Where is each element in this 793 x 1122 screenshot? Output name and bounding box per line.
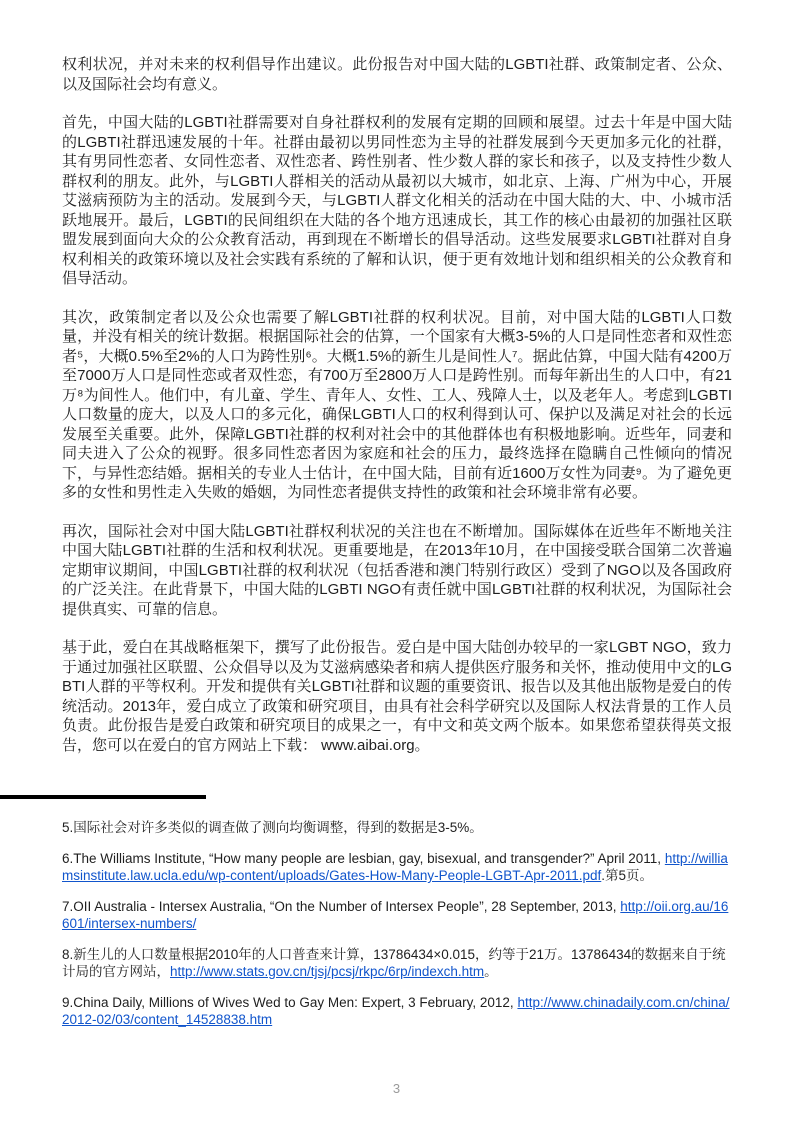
page-content [62, 55, 732, 1042]
footnote-link[interactable]: http://www.chinadaily.com.cn/china/2012-02/03/content_14528838.htm [62, 994, 730, 1027]
footnote-text: 。 [484, 964, 498, 979]
footnote-divider [0, 795, 206, 799]
footnote-8 [62, 946, 732, 981]
page-number: 3 [392, 1081, 401, 1096]
footnote-link[interactable]: http://oii.org.au/16601/intersex-numbers/ [62, 898, 729, 931]
footnote-text: 6.The Williams Institute, “How many people are lesbian, gay, bisexual, and transgender?” April 2011, [62, 850, 665, 866]
paragraph-third-point: 再次，国际社会对中国大陆LGBTI社群权利状况的关注也在不断增加。国际媒体在近些年不断地关注中国大陆LGBTI社群的生活和权利状况。更重要地是，在2013年10月，在中国接受联合国第二次普遍定期审议期间，中国LGBTI社群的权利状况（包括香港和澳门特别行政区）受到了NGO以及各国政府的广泛关注。在此背景下，中国大陆的LGBTI NGO有责任就中国LGBTI社群的权利状况，为国际社会提供真实、可靠的信息。 [62, 522, 732, 618]
footnote-text: 5.国际社会对许多类似的调查做了测向均衡调整，得到的数据是3-5%。 [62, 820, 483, 835]
footnote-7 [62, 898, 732, 933]
footnote-link[interactable]: http://www.stats.gov.cn/tjsj/pcsj/rkpc/6rp/indexch.htm [170, 964, 485, 979]
footnotes-section [62, 819, 732, 1029]
footnote-text: 8.新生儿的人口数量根据2010年的人口普查来计算，13786434×0.015，约等于21万。13786434的数据来自于统计局的官方网站， [62, 946, 726, 979]
footnote-text: 7.OII Australia - Intersex Australia, “On the Number of Intersex People”, 28 September, 2013, [62, 898, 621, 914]
footnote-link[interactable]: http://williamsinstitute.law.ucla.edu/wp-content/uploads/Gates-How-Many-People-LGBT-Apr-2011.pdf [62, 850, 728, 883]
footnote-5 [62, 819, 732, 837]
paragraph-conclusion: 基于此，爱白在其战略框架下，撰写了此份报告。爱白是中国大陆创办较早的一家LGBT NGO，致力于通过加强社区联盟、公众倡导以及为艾滋病感染者和病人提供医疗服务和关怀，推动使用中文的LGBTI人群的平等权利。开发和提供有关LGBTI社群和议题的重要资讯、报告以及其他出版物是爱白的传统活动。2013年，爱白成立了政策和研究项目，由具有社会科学研究以及国际人权法背景的工作人员负责。此份报告是爱白政策和研究项目的成果之一，有中文和英文两个版本。如果您希望获得英文报告，您可以在爱白的官方网站上下载： www.aibai.org。 [62, 639, 732, 754]
footnote-text: .第5页。 [601, 868, 654, 883]
paragraph-intro: 权利状况，并对未来的权利倡导作出建议。此份报告对中国大陆的LGBTI社群、政策制定者、公众、以及国际社会均有意义。 [62, 56, 732, 93]
paragraph-second-point: 其次，政策制定者以及公众也需要了解LGBTI社群的权利状况。目前，对中国大陆的LGBTI人口数量，并没有相关的统计数据。根据国际社会的估算，一个国家有大概3-5%的人口是同性恋者和双性恋者⁵，大概0.5%至2%的人口为跨性别⁶。大概1.5%的新生儿是间性人⁷。据此估算，中国大陆有4200万至7000万人口是同性恋或者双性恋，有700万至2800万人口是跨性别。而每年新出生的人口中，有21万⁸为间性人。他们中，有儿童、学生、青年人、女性、工人、残障人士，以及老年人。考虑到LGBTI人口数量的庞大，以及人口的多元化，确保LGBTI人口的权利得到认可、保护以及满足对社会的长远发展至关重要。此外，保障LGBTI社群的权利对社会中的其他群体也有积极地影响。近些年，同妻和同夫进入了公众的视野。很多同性恋者因为家庭和社会的压力，最终选择在隐瞒自己性倾向的情况下，与异性恋结婚。据相关的专业人士估计，在中国大陆，目前有近1600万女性为同妻⁹。为了避免更多的女性和男性走入失败的婚姻，为同性恋者提供支持性的政策和社会环境非常有必要。 [62, 308, 732, 501]
footnote-text: 9.China Daily, Millions of Wives Wed to Gay Men: Expert, 3 February, 2012, [62, 994, 518, 1010]
footnote-9 [62, 994, 732, 1029]
footnote-6 [62, 850, 732, 885]
paragraph-first-point: 首先，中国大陆的LGBTI社群需要对自身社群权利的发展有定期的回顾和展望。过去十年是中国大陆的LGBTI社群迅速发展的十年。社群由最初以男同性恋为主导的社群发展到今天更加多元化的社群，其有男同性恋者、女同性恋者、双性恋者、跨性别者、性少数人群的家长和孩子，以及支持性少数人群权利的朋友。此外，与LGBTI人群相关的活动从最初以大城市，如北京、上海、广州为中心，开展艾滋病预防为主的活动。发展到今天，与LGBTI人群文化相关的活动在中国大陆的大、中、小城市活跃地展开。最后，LGBTI的民间组织在大陆的各个地方迅速成长，其工作的核心由最初的加强社区联盟发展到面向大众的公众教育活动，再到现在不断增长的倡导活动。这些发展要求LGBTI社群对自身权利相关的政策环境以及社会实践有系统的了解和认识，便于更有效地计划和组织相关的公众教育和倡导活动。 [62, 114, 732, 287]
